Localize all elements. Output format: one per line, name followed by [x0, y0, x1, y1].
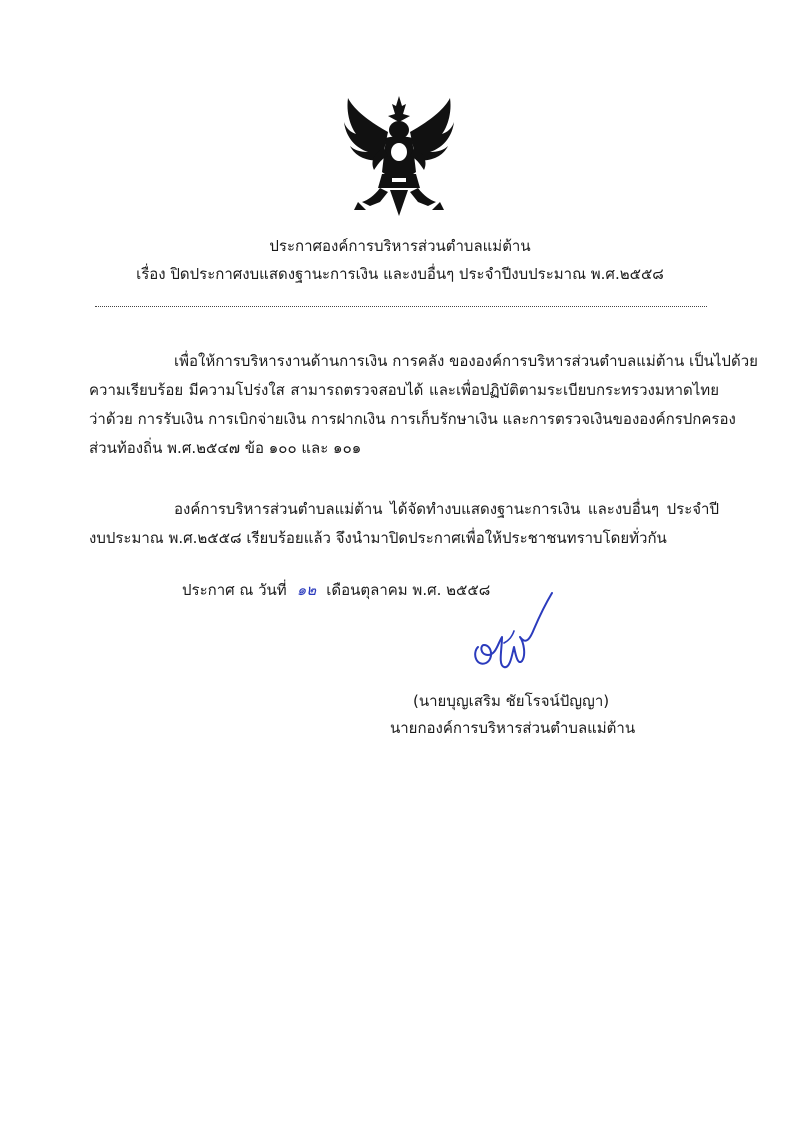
date-day-handwritten: ๑๒	[296, 581, 317, 599]
subject-line: เรื่อง ปิดประกาศงบแสดงฐานะการเงิน และงบอื่นๆ ประจำปีงบประมาณ พ.ศ.๒๕๕๘	[136, 265, 664, 283]
announcement-date	[182, 578, 490, 602]
handwritten-signature	[468, 585, 558, 685]
signatory-position: นายกองค์การบริหารส่วนตำบลแม่ต้าน	[390, 719, 636, 737]
paragraph1-line3: ว่าด้วย การรับเงิน การเบิกจ่ายเงิน การฝากเงิน การเก็บรักษาเงิน และการตรวจเงินขององค์กรปกครอง	[89, 410, 736, 428]
paragraph1-line2: ความเรียบร้อย มีความโปร่งใส สามารถตรวจสอบได้ และเพื่อปฏิบัติตามระเบียบกระทรวงมหาดไทย	[89, 381, 719, 399]
date-prefix: ประกาศ ณ วันที่	[182, 581, 287, 599]
paragraph2-line2: งบประมาณ พ.ศ.๒๕๕๘ เรียบร้อยแล้ว จึงนำมาปิดประกาศเพื่อให้ประชาชนทราบโดยทั่วกัน	[89, 529, 667, 547]
paragraph1-line4: ส่วนท้องถิ่น พ.ศ.๒๕๔๗ ข้อ ๑๐๐ และ ๑๐๑	[89, 439, 362, 457]
dotted-divider	[95, 306, 707, 307]
garuda-emblem-icon	[340, 92, 458, 218]
paragraph1-line1: เพื่อให้การบริหารงานด้านการเงิน การคลัง ขององค์การบริหารส่วนตำบลแม่ต้าน เป็นไปด้วย	[174, 352, 758, 370]
announcement-title: ประกาศองค์การบริหารส่วนตำบลแม่ต้าน	[269, 237, 531, 255]
date-suffix: เดือนตุลาคม พ.ศ. ๒๕๕๘	[326, 581, 491, 599]
signatory-name: (นายบุญเสริม ชัยโรจน์ปัญญา)	[413, 692, 610, 710]
paragraph2-line1: องค์การบริหารส่วนตำบลแม่ต้าน ได้จัดทำงบแสดงฐานะการเงิน และงบอื่นๆ ประจำปี	[174, 500, 719, 518]
